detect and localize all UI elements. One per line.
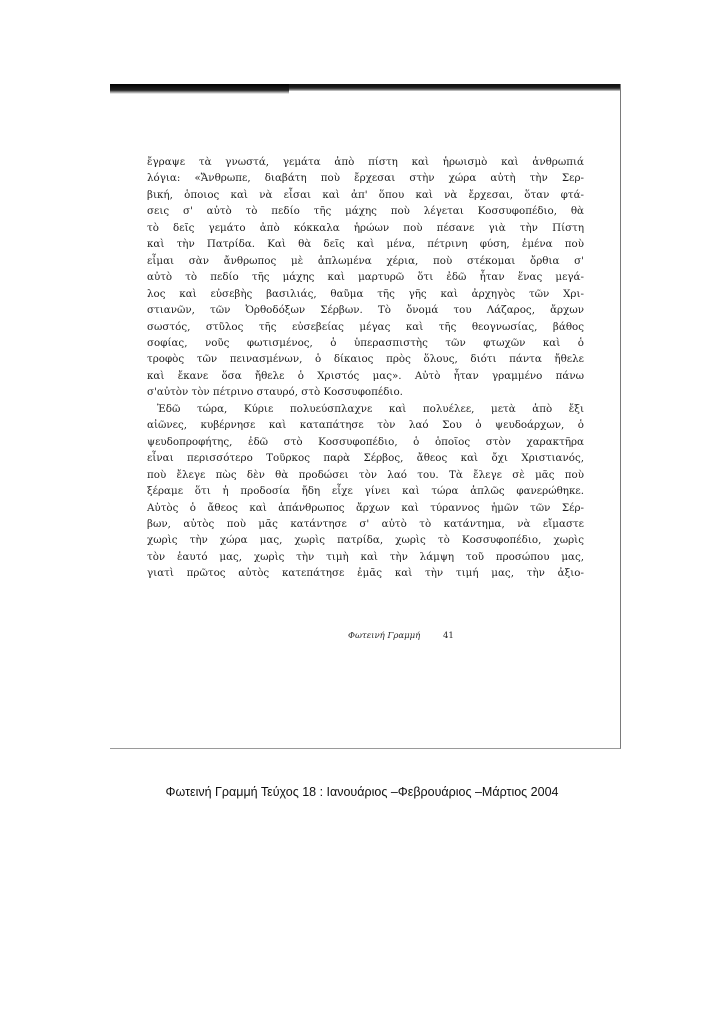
running-head: Φωτεινή Γραμμή <box>348 631 421 641</box>
text-line: αὐτὸ τὸ πεδίο τῆς μάχης καὶ μαρτυρῶ ὅτι ἐδῶ ἦταν ἕνας μεγά- <box>147 271 584 284</box>
text-line: στιανῶν, τῶν Ὀρθοδόξων Σέρβων. Τὸ ὄνομά του Λάζαρος, ἄρχων <box>147 304 584 317</box>
text-line: λος καὶ εὐσεβὴς βασιλιάς, θαῦμα τῆς γῆς καὶ ἀρχηγὸς τῶν Χρι- <box>147 287 584 300</box>
text-line: σεις σ' αὐτὸ τὸ πεδίο τῆς μάχης ποὺ λέγεται Κοσσυφοπέδιο, θὰ <box>147 205 584 218</box>
scan-shadow-edge <box>110 84 620 91</box>
text-line: ψευδοπροφήτης, ἐδῶ στὸ Κοσσυφοπέδιο, ὁ ὁποῖος στὸν χαρακτῆρα <box>147 435 584 448</box>
text-line: τὸ δεῖς γεμάτο ἀπὸ κόκκαλα ἡρώων ποὺ πέσανε γιὰ τὴν Πίστη <box>147 221 584 234</box>
text-line: τροφὸς τῶν πεινασμένων, ὁ δίκαιος πρὸς ὅλους, διότι πάντα ἤθελε <box>147 353 584 366</box>
text-line: καὶ ἔκανε ὅσα ἤθελε ὁ Χριστός μας». Αὐτὸ ἦταν γραμμένο πάνω <box>147 369 584 382</box>
text-line: Αὐτὸς ὁ ἄθεος καὶ ἀπάνθρωπος ἄρχων καὶ τύραννος ἡμῶν τῶν Σέρ- <box>147 501 584 514</box>
text-line: βική, ὁποιος καὶ νὰ εἶσαι καὶ ἀπ' ὅπου καὶ νὰ ἔρχεσαι, ὅταν φτά- <box>147 188 584 201</box>
text-line: σ'αὐτὸν τὸν πέτρινο σταυρό, στὸ Κοσσυφοπέδιο. <box>147 386 403 399</box>
page-body-text <box>147 154 584 582</box>
text-line: καὶ τὴν Πατρίδα. Καὶ θὰ δεῖς καὶ μένα, πέτρινη φύση, ἐμένα ποὺ <box>147 238 584 251</box>
text-line: ξέραμε ὅτι ἡ προδοσία ἤδη εἶχε γίνει καὶ τώρα ἁπλῶς φανερώθηκε. <box>147 485 584 498</box>
text-line: τὸν ἑαυτό μας, χωρὶς τὴν τιμὴ καὶ τὴν λάμψη τοῦ προσώπου μας, <box>147 550 584 563</box>
text-line: εἶμαι σὰν ἄνθρωπος μὲ ἁπλωμένα χέρια, ποὺ στέκομαι ὄρθια σ' <box>147 254 584 267</box>
text-line: Ἐδῶ τώρα, Κύριε πολυεύσπλαχνε καὶ πολυέλεε, μετὰ ἀπὸ ἔξι <box>157 402 584 415</box>
scanned-page <box>110 84 621 749</box>
text-line: εἶναι περισσότερο Τοῦρκος παρὰ Σέρβος, ἄθεος καὶ ὄχι Χριστιανός, <box>147 452 584 465</box>
text-line: χωρὶς τὴν χώρα μας, χωρὶς πατρίδα, χωρὶς τὸ Κοσσυφοπέδιο, χωρὶς <box>147 534 584 547</box>
text-line: σοφίας, νοῦς φωτισμένος, ὁ ὑπερασπιστὴς τῶν φτωχῶν καὶ ὁ <box>147 336 584 349</box>
text-line: σωστός, στῦλος τῆς εὐσεβείας μέγας καὶ τῆς θεογνωσίας, βάθος <box>147 320 584 333</box>
text-line: βων, αὐτὸς ποὺ μᾶς κατάντησε σ' αὐτὸ τὸ κατάντημα, νὰ εἴμαστε <box>147 517 584 530</box>
text-line: ποὺ ἔλεγε πὼς δὲν θὰ προδώσει τὸν λαό του. Τὰ ἔλεγε σὲ μᾶς ποὺ <box>147 468 584 481</box>
text-line: λόγια: «Ἄνθρωπε, διαβάτη ποὺ ἔρχεσαι στὴν χώρα αὐτὴ τὴν Σερ- <box>147 172 584 185</box>
document-caption: Φωτεινή Γραμμή Τεύχος 18 : Ιανουάριος –Φεβρουάριος –Μάρτιος 2004 <box>165 785 559 799</box>
page-number: 41 <box>443 631 454 641</box>
text-line: αἰῶνες, κυβέρνησε καὶ καταπάτησε τὸν λαό Σου ὁ ψευδοάρχων, ὁ <box>147 419 584 432</box>
text-line: γιατὶ πρῶτος αὐτὸς κατεπάτησε ἐμᾶς καὶ τὴν τιμή μας, τὴν ἀξιο- <box>147 567 584 580</box>
text-line: ἔγραψε τὰ γνωστά, γεμάτα ἀπὸ πίστη καὶ ἡρωισμὸ καὶ ἀνθρωπιά <box>147 156 584 168</box>
